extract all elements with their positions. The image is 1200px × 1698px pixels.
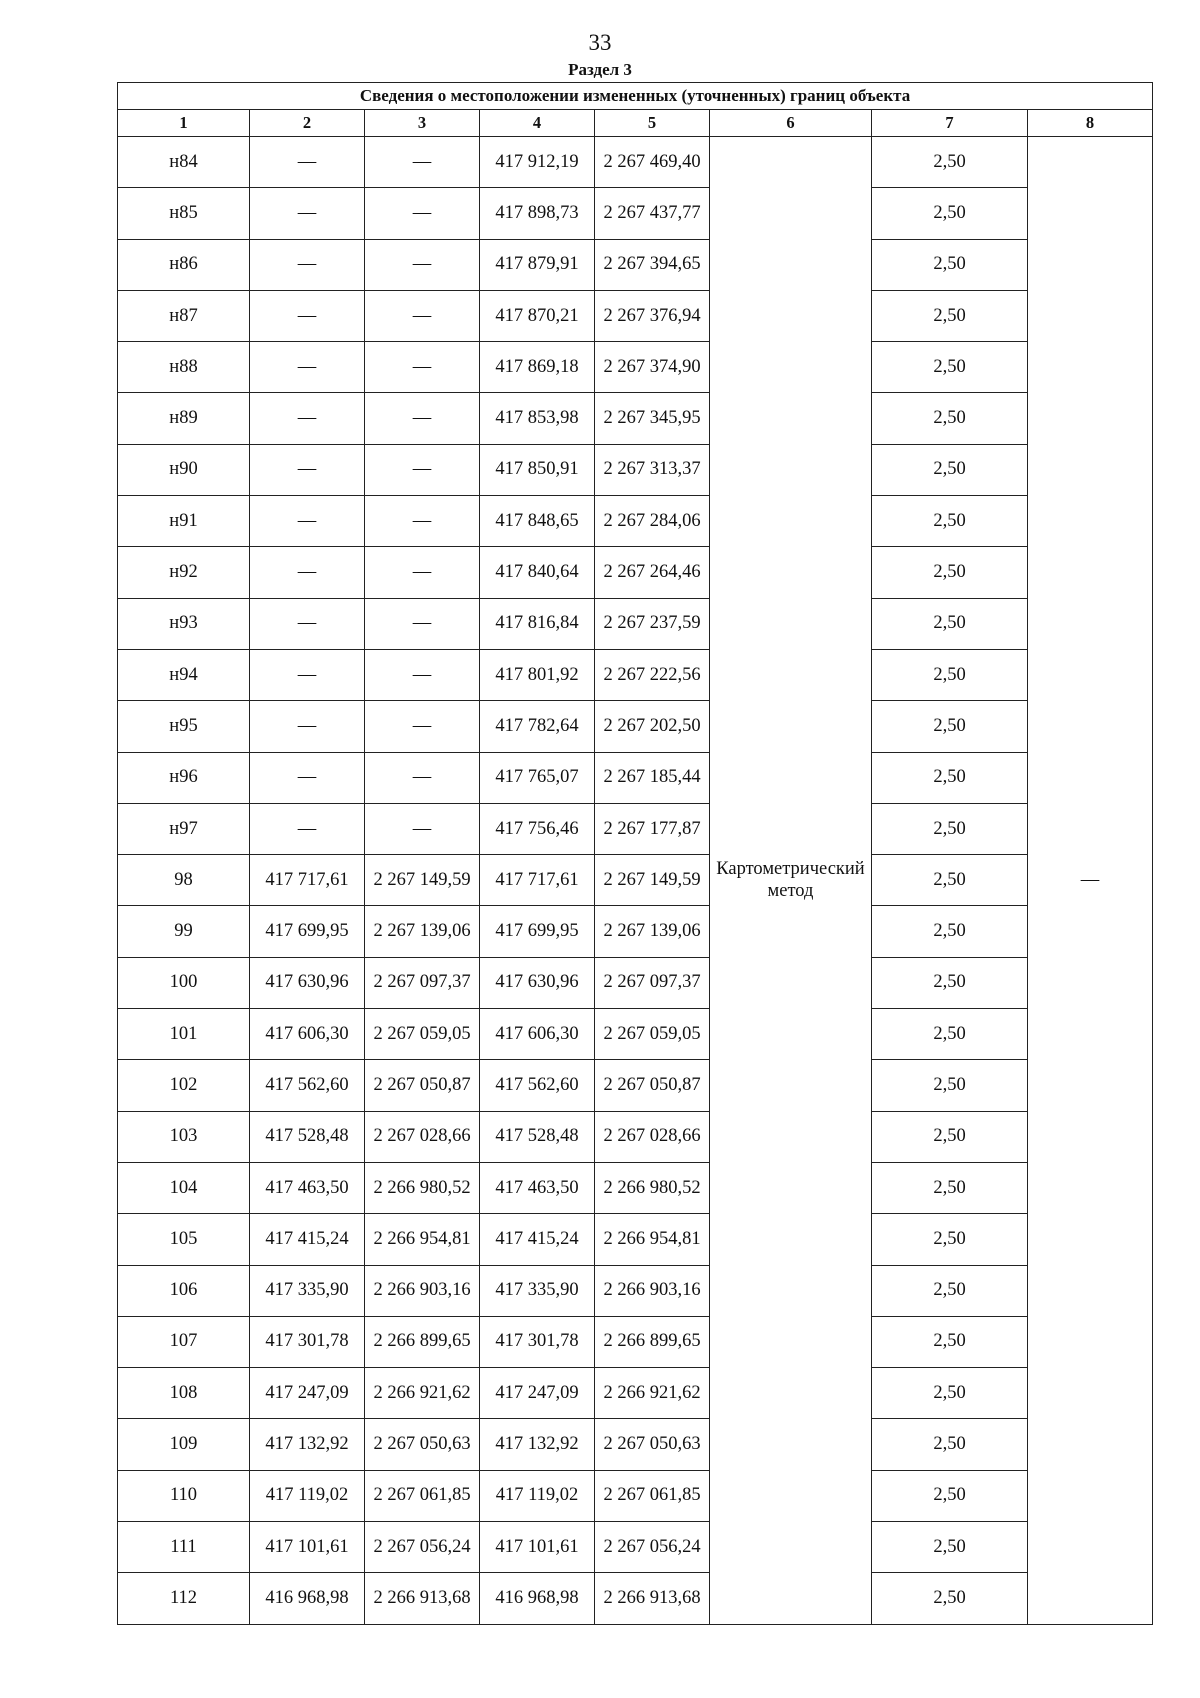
point-number-cell: 101: [118, 1009, 250, 1060]
new-x-cell: 417 765,07: [480, 752, 595, 803]
old-x-cell: —: [250, 137, 365, 188]
new-y-cell: 2 267 313,37: [595, 444, 710, 495]
point-number-cell: н90: [118, 444, 250, 495]
new-y-cell: 2 267 437,77: [595, 188, 710, 239]
new-x-cell: 417 301,78: [480, 1316, 595, 1367]
point-number-cell: 108: [118, 1368, 250, 1419]
old-y-cell: 2 267 059,05: [365, 1009, 480, 1060]
table-row: [118, 1214, 1153, 1265]
table-row: [118, 855, 1153, 906]
point-number-cell: н88: [118, 342, 250, 393]
new-y-cell: 2 267 177,87: [595, 803, 710, 854]
point-number-cell: 107: [118, 1316, 250, 1367]
point-number-cell: 109: [118, 1419, 250, 1470]
table-row: [118, 957, 1153, 1008]
new-y-cell: 2 267 149,59: [595, 855, 710, 906]
old-x-cell: —: [250, 342, 365, 393]
table-row: [118, 239, 1153, 290]
old-x-cell: —: [250, 701, 365, 752]
point-number-cell: н96: [118, 752, 250, 803]
table-caption: Сведения о местоположении измененных (уточненных) границ объекта: [118, 83, 1153, 110]
old-y-cell: —: [365, 188, 480, 239]
accuracy-cell: 2,50: [872, 1470, 1028, 1521]
accuracy-cell: 2,50: [872, 290, 1028, 341]
new-y-cell: 2 267 374,90: [595, 342, 710, 393]
point-number-cell: 111: [118, 1522, 250, 1573]
boundary-coordinates-table: [117, 82, 1153, 1625]
point-number-cell: 100: [118, 957, 250, 1008]
new-x-cell: 417 528,48: [480, 1111, 595, 1162]
new-y-cell: 2 267 202,50: [595, 701, 710, 752]
new-x-cell: 416 968,98: [480, 1573, 595, 1624]
old-x-cell: 417 301,78: [250, 1316, 365, 1367]
table-row: [118, 1573, 1153, 1624]
new-x-cell: 417 801,92: [480, 649, 595, 700]
old-x-cell: —: [250, 752, 365, 803]
old-x-cell: —: [250, 803, 365, 854]
column-number: 1: [118, 110, 250, 137]
table-row: [118, 137, 1153, 188]
point-number-cell: н93: [118, 598, 250, 649]
accuracy-cell: 2,50: [872, 1368, 1028, 1419]
new-y-cell: 2 266 921,62: [595, 1368, 710, 1419]
new-x-cell: 417 853,98: [480, 393, 595, 444]
new-x-cell: 417 463,50: [480, 1162, 595, 1213]
new-x-cell: 417 870,21: [480, 290, 595, 341]
new-y-cell: 2 267 264,46: [595, 547, 710, 598]
new-y-cell: 2 267 376,94: [595, 290, 710, 341]
new-y-cell: 2 266 980,52: [595, 1162, 710, 1213]
old-x-cell: —: [250, 649, 365, 700]
old-x-cell: 417 119,02: [250, 1470, 365, 1521]
accuracy-cell: 2,50: [872, 649, 1028, 700]
old-y-cell: 2 267 050,87: [365, 1060, 480, 1111]
new-x-cell: 417 562,60: [480, 1060, 595, 1111]
old-x-cell: 417 699,95: [250, 906, 365, 957]
table-row: [118, 1470, 1153, 1521]
old-y-cell: 2 266 921,62: [365, 1368, 480, 1419]
table-row: [118, 1522, 1153, 1573]
table-row: [118, 598, 1153, 649]
table-row: [118, 342, 1153, 393]
accuracy-cell: 2,50: [872, 1162, 1028, 1213]
old-x-cell: —: [250, 393, 365, 444]
new-x-cell: 417 816,84: [480, 598, 595, 649]
old-x-cell: 417 415,24: [250, 1214, 365, 1265]
new-y-cell: 2 267 394,65: [595, 239, 710, 290]
new-x-cell: 417 850,91: [480, 444, 595, 495]
accuracy-cell: 2,50: [872, 393, 1028, 444]
column-number-row: [118, 110, 1153, 137]
point-number-cell: 99: [118, 906, 250, 957]
old-y-cell: 2 267 050,63: [365, 1419, 480, 1470]
new-x-cell: 417 132,92: [480, 1419, 595, 1470]
accuracy-cell: 2,50: [872, 1060, 1028, 1111]
point-number-cell: 98: [118, 855, 250, 906]
old-x-cell: 417 630,96: [250, 957, 365, 1008]
accuracy-cell: 2,50: [872, 1522, 1028, 1573]
accuracy-cell: 2,50: [872, 1419, 1028, 1470]
new-x-cell: 417 869,18: [480, 342, 595, 393]
accuracy-cell: 2,50: [872, 1111, 1028, 1162]
point-number-cell: н92: [118, 547, 250, 598]
old-x-cell: —: [250, 496, 365, 547]
old-y-cell: 2 266 954,81: [365, 1214, 480, 1265]
old-x-cell: 417 132,92: [250, 1419, 365, 1470]
old-x-cell: 417 606,30: [250, 1009, 365, 1060]
table-row: [118, 547, 1153, 598]
old-y-cell: —: [365, 496, 480, 547]
new-y-cell: 2 267 139,06: [595, 906, 710, 957]
accuracy-cell: 2,50: [872, 701, 1028, 752]
old-y-cell: —: [365, 239, 480, 290]
new-x-cell: 417 898,73: [480, 188, 595, 239]
table-row: [118, 803, 1153, 854]
new-x-cell: 417 848,65: [480, 496, 595, 547]
new-x-cell: 417 606,30: [480, 1009, 595, 1060]
table-row: [118, 649, 1153, 700]
point-number-cell: н87: [118, 290, 250, 341]
new-y-cell: 2 267 059,05: [595, 1009, 710, 1060]
old-y-cell: 2 267 097,37: [365, 957, 480, 1008]
table-row: [118, 906, 1153, 957]
column-number: 3: [365, 110, 480, 137]
new-x-cell: 417 335,90: [480, 1265, 595, 1316]
new-x-cell: 417 101,61: [480, 1522, 595, 1573]
point-number-cell: н91: [118, 496, 250, 547]
new-x-cell: 417 840,64: [480, 547, 595, 598]
new-y-cell: 2 267 284,06: [595, 496, 710, 547]
old-y-cell: —: [365, 598, 480, 649]
column-number: 4: [480, 110, 595, 137]
table-row: [118, 1009, 1153, 1060]
old-y-cell: —: [365, 137, 480, 188]
old-y-cell: 2 267 149,59: [365, 855, 480, 906]
old-x-cell: 417 562,60: [250, 1060, 365, 1111]
old-y-cell: —: [365, 444, 480, 495]
old-x-cell: 417 528,48: [250, 1111, 365, 1162]
old-x-cell: 416 968,98: [250, 1573, 365, 1624]
accuracy-cell: 2,50: [872, 342, 1028, 393]
table-row: [118, 290, 1153, 341]
point-number-cell: 110: [118, 1470, 250, 1521]
table-row: [118, 1316, 1153, 1367]
accuracy-cell: 2,50: [872, 957, 1028, 1008]
old-x-cell: —: [250, 598, 365, 649]
table-row: [118, 701, 1153, 752]
old-y-cell: 2 267 028,66: [365, 1111, 480, 1162]
table-row: [118, 1265, 1153, 1316]
old-y-cell: —: [365, 649, 480, 700]
table-body: [118, 137, 1153, 1625]
accuracy-cell: 2,50: [872, 496, 1028, 547]
new-y-cell: 2 267 469,40: [595, 137, 710, 188]
old-x-cell: —: [250, 239, 365, 290]
point-number-cell: 104: [118, 1162, 250, 1213]
accuracy-cell: 2,50: [872, 547, 1028, 598]
accuracy-cell: 2,50: [872, 1214, 1028, 1265]
new-y-cell: 2 267 185,44: [595, 752, 710, 803]
new-x-cell: 417 415,24: [480, 1214, 595, 1265]
accuracy-cell: 2,50: [872, 444, 1028, 495]
point-number-cell: 103: [118, 1111, 250, 1162]
accuracy-cell: 2,50: [872, 239, 1028, 290]
table-row: [118, 1111, 1153, 1162]
accuracy-cell: 2,50: [872, 906, 1028, 957]
table-row: [118, 188, 1153, 239]
new-x-cell: 417 699,95: [480, 906, 595, 957]
accuracy-cell: 2,50: [872, 137, 1028, 188]
table-row: [118, 1368, 1153, 1419]
accuracy-cell: 2,50: [872, 188, 1028, 239]
point-number-cell: н86: [118, 239, 250, 290]
new-x-cell: 417 630,96: [480, 957, 595, 1008]
old-y-cell: 2 267 061,85: [365, 1470, 480, 1521]
new-y-cell: 2 266 899,65: [595, 1316, 710, 1367]
old-x-cell: —: [250, 188, 365, 239]
old-y-cell: —: [365, 393, 480, 444]
accuracy-cell: 2,50: [872, 1009, 1028, 1060]
column-number: 5: [595, 110, 710, 137]
new-x-cell: 417 756,46: [480, 803, 595, 854]
new-y-cell: 2 267 028,66: [595, 1111, 710, 1162]
new-x-cell: 417 879,91: [480, 239, 595, 290]
column-number: 6: [710, 110, 872, 137]
old-y-cell: 2 266 913,68: [365, 1573, 480, 1624]
new-y-cell: 2 266 954,81: [595, 1214, 710, 1265]
old-y-cell: 2 267 056,24: [365, 1522, 480, 1573]
point-number-cell: н94: [118, 649, 250, 700]
point-number-cell: н85: [118, 188, 250, 239]
new-y-cell: 2 267 237,59: [595, 598, 710, 649]
old-x-cell: 417 335,90: [250, 1265, 365, 1316]
page-number: 33: [588, 30, 612, 55]
table-row: [118, 1419, 1153, 1470]
new-y-cell: 2 266 913,68: [595, 1573, 710, 1624]
new-y-cell: 2 267 050,87: [595, 1060, 710, 1111]
old-y-cell: —: [365, 752, 480, 803]
old-y-cell: —: [365, 701, 480, 752]
point-number-cell: н89: [118, 393, 250, 444]
point-number-cell: н97: [118, 803, 250, 854]
new-y-cell: 2 267 050,63: [595, 1419, 710, 1470]
old-y-cell: 2 266 980,52: [365, 1162, 480, 1213]
new-x-cell: 417 119,02: [480, 1470, 595, 1521]
new-y-cell: 2 267 056,24: [595, 1522, 710, 1573]
new-x-cell: 417 782,64: [480, 701, 595, 752]
old-y-cell: —: [365, 290, 480, 341]
old-y-cell: 2 266 899,65: [365, 1316, 480, 1367]
table-row: [118, 444, 1153, 495]
old-x-cell: 417 101,61: [250, 1522, 365, 1573]
point-number-cell: н95: [118, 701, 250, 752]
new-y-cell: 2 267 061,85: [595, 1470, 710, 1521]
new-x-cell: 417 247,09: [480, 1368, 595, 1419]
point-number-cell: 112: [118, 1573, 250, 1624]
point-number-cell: 105: [118, 1214, 250, 1265]
accuracy-cell: 2,50: [872, 803, 1028, 854]
point-number-cell: н84: [118, 137, 250, 188]
accuracy-cell: 2,50: [872, 752, 1028, 803]
table-row: [118, 752, 1153, 803]
old-y-cell: —: [365, 342, 480, 393]
old-x-cell: 417 717,61: [250, 855, 365, 906]
new-y-cell: 2 266 903,16: [595, 1265, 710, 1316]
column-number: 7: [872, 110, 1028, 137]
table-row: [118, 1060, 1153, 1111]
table-row: [118, 1162, 1153, 1213]
accuracy-cell: 2,50: [872, 1573, 1028, 1624]
table-row: [118, 393, 1153, 444]
accuracy-cell: 2,50: [872, 598, 1028, 649]
point-number-cell: 102: [118, 1060, 250, 1111]
section-title: Раздел 3: [568, 60, 632, 79]
new-y-cell: 2 267 345,95: [595, 393, 710, 444]
accuracy-cell: 2,50: [872, 1316, 1028, 1367]
old-x-cell: 417 247,09: [250, 1368, 365, 1419]
accuracy-cell: 2,50: [872, 855, 1028, 906]
old-y-cell: 2 267 139,06: [365, 906, 480, 957]
old-y-cell: —: [365, 547, 480, 598]
old-x-cell: 417 463,50: [250, 1162, 365, 1213]
new-x-cell: 417 912,19: [480, 137, 595, 188]
old-x-cell: —: [250, 290, 365, 341]
column-8-cell: —: [1028, 137, 1153, 1625]
method-cell: [710, 137, 872, 1625]
old-x-cell: —: [250, 444, 365, 495]
new-y-cell: 2 267 097,37: [595, 957, 710, 1008]
column-number: 2: [250, 110, 365, 137]
column-number: 8: [1028, 110, 1153, 137]
method-text: Картометрический метод: [716, 859, 865, 902]
old-y-cell: 2 266 903,16: [365, 1265, 480, 1316]
table-row: [118, 496, 1153, 547]
accuracy-cell: 2,50: [872, 1265, 1028, 1316]
old-x-cell: —: [250, 547, 365, 598]
old-y-cell: —: [365, 803, 480, 854]
new-y-cell: 2 267 222,56: [595, 649, 710, 700]
point-number-cell: 106: [118, 1265, 250, 1316]
new-x-cell: 417 717,61: [480, 855, 595, 906]
